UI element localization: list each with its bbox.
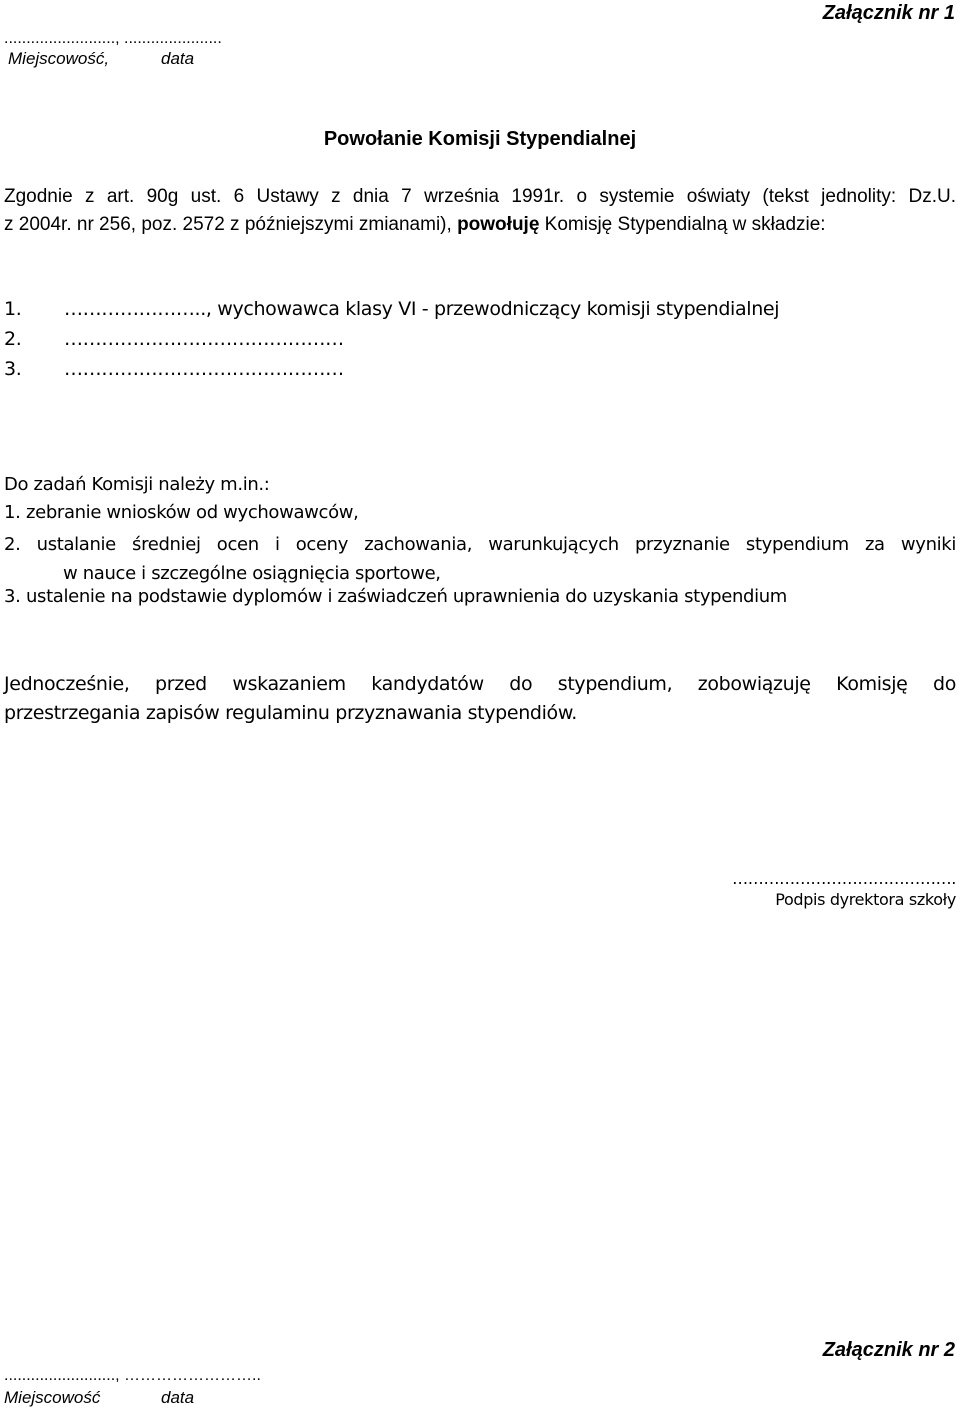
footer-place-label: Miejscowość [4,1388,101,1407]
legal-basis-suffix: Komisję Stypendialną w składzie: [539,214,826,235]
member-item-2 [4,328,344,350]
date-label: data [161,49,195,68]
annex-2-label: Załącznik nr 2 [822,1339,955,1361]
closing-line-1: Jednocześnie, przed wskazaniem kandydatów do stypendium, zobowiązuję Komisję do [4,673,956,695]
legal-basis-bold-verb: powołuję [457,214,540,235]
task-2-line-2: w nauce i szczególne osiągnięcia sportowe, [63,563,441,584]
task-item-1 [4,502,358,523]
place-date-dots: ........................., ...................... [4,30,222,47]
legal-basis-line-2 [4,211,956,239]
legal-basis-paragraph [4,183,956,239]
closing-line-2: przestrzegania zapisów regulaminu przyznawania stypendiów. [4,702,577,724]
task-item-2 [4,530,956,588]
task-text: ustalanie średniej ocen i oceny zachowania, warunkujących przyznanie stypendium za wyniki [36,534,957,555]
task-number: 1. [4,502,21,523]
signature-label: Podpis dyrektora szkoły [775,890,956,909]
member-number: 2. [4,328,22,350]
task-text: ustalenie na podstawie dyplomów i zaświadczeń uprawnienia do uzyskania stypendium [26,586,787,607]
member-item-3 [4,358,344,380]
document-title: Powołanie Komisji Stypendialnej [323,128,637,150]
task-number: 2. [4,534,21,555]
member-item-1 [4,298,779,320]
task-2-line-1 [4,530,956,559]
task-text: zebranie wniosków od wychowawców, [26,502,359,523]
place-label: Miejscowość, [8,49,110,68]
task-number: 3. [4,586,21,607]
legal-basis-line-1: Zgodnie z art. 90g ust. 6 Ustawy z dnia 7 września 1991r. o systemie oświaty (tekst jednolity: Dz.U. [4,186,956,207]
footer-place-date-dots: ........................., …………………….. [4,1367,261,1384]
member-number: 3. [4,358,22,380]
signature-dots: ……………………………………. [732,869,956,888]
member-text: ………………….., wychowawca klasy VI - przewodniczący komisji stypendialnej [64,298,780,320]
member-text: ……………………………………… [64,328,344,350]
footer-date-label: data [161,1388,195,1407]
closing-paragraph [4,670,956,728]
task-item-3 [4,586,787,607]
legal-basis-prefix: z 2004r. nr 256, poz. 2572 z późniejszymi zmianami), [4,214,458,235]
annex-1-label: Załącznik nr 1 [822,2,955,24]
member-text: ……………………………………… [64,358,344,380]
member-number: 1. [4,298,22,320]
tasks-heading: Do zadań Komisji należy m.in.: [4,474,270,495]
